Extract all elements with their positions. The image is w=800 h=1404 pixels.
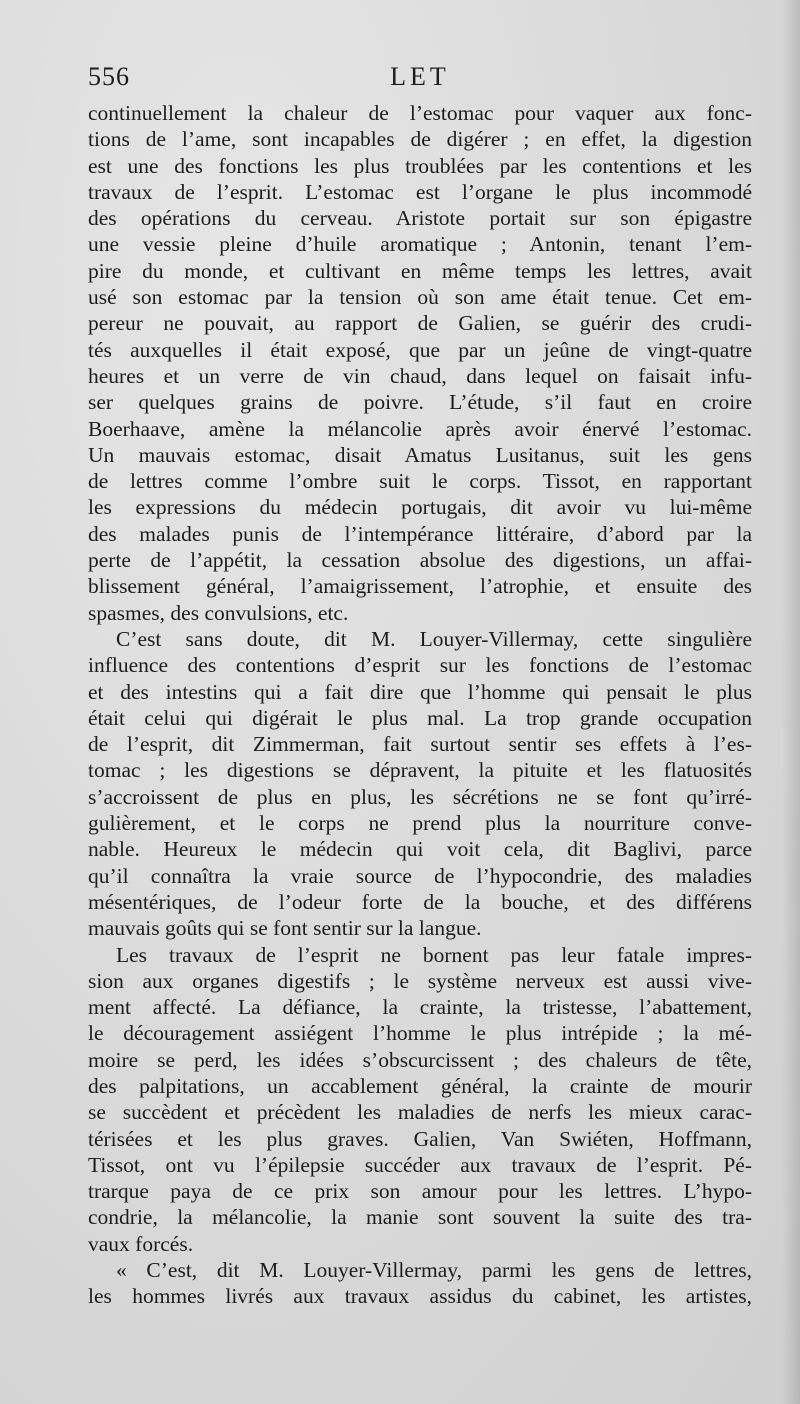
text-line: était celui qui digérait le plus mal. La trop grande occupation: [88, 705, 752, 730]
paragraph-2: [88, 626, 752, 942]
text-line: sion aux organes digestifs ; le système nerveux est aussi vive-: [88, 968, 752, 993]
paragraph-1: [88, 100, 752, 626]
text-line: des malades punis de l’intempérance littéraire, d’abord par la: [88, 521, 752, 546]
text-line: les hommes livrés aux travaux assidus du cabinet, les artistes,: [88, 1284, 752, 1309]
text-line: trarque paya de ce prix son amour pour les lettres. L’hypo-: [88, 1179, 752, 1204]
text-line: et des intestins qui a fait dire que l’homme qui pensait le plus: [88, 679, 752, 704]
paragraph-4: [88, 1257, 752, 1310]
text-line: condrie, la mélancolie, la manie sont souvent la suite des tra-: [88, 1205, 752, 1230]
text-line: les expressions du médecin portugais, dit avoir vu lui-même: [88, 495, 752, 520]
text-line: une vessie pleine d’huile aromatique ; Antonin, tenant l’em-: [88, 232, 752, 257]
text-line: ment affecté. La défiance, la crainte, la tristesse, l’abattement,: [88, 995, 752, 1020]
text-line: de l’esprit, dit Zimmerman, fait surtout sentir ses effets à l’es-: [88, 732, 752, 757]
running-head: LET: [390, 62, 450, 91]
text-line: usé son estomac par la tension où son ame était tenue. Cet em-: [88, 285, 752, 310]
text-line: pereur ne pouvait, au rapport de Galien, se guérir des crudi-: [88, 311, 752, 336]
text-line: nable. Heureux le médecin qui voit cela, dit Baglivi, parce: [88, 837, 752, 862]
page-edge-shadow: [782, 0, 800, 1404]
text-line: heures et un verre de vin chaud, dans lequel on faisait infu-: [88, 363, 752, 388]
text-line: spasmes, des convulsions, etc.: [88, 600, 349, 625]
text-line: blissement général, l’amaigrissement, l’atrophie, et ensuite des: [88, 574, 752, 599]
text-line: continuellement la chaleur de l’estomac pour vaquer aux fonc-: [88, 101, 752, 125]
body-text: [88, 100, 752, 1310]
text-line: ser quelques grains de poivre. L’étude, s’il faut en croire: [88, 390, 752, 415]
text-line: Boerhaave, amène la mélancolie après avoir énervé l’estomac.: [88, 416, 752, 441]
text-line: tions de l’ame, sont incapables de digérer ; en effet, la digestion: [88, 127, 752, 152]
text-line: térisées et les plus graves. Galien, Van Swiéten, Hoffmann,: [88, 1126, 752, 1151]
text-line: s’accroissent de plus en plus, les sécrétions ne se font qu’irré-: [88, 784, 752, 809]
text-line: des opérations du cerveau. Aristote portait sur son épigastre: [88, 206, 752, 231]
text-line: pire du monde, et cultivant en même temps les lettres, avait: [88, 258, 752, 283]
page-number: 556: [88, 62, 130, 91]
text-line: des palpitations, un accablement général, la crainte de mourir: [88, 1073, 752, 1098]
text-line: moire se perd, les idées s’obscurcissent ; des chaleurs de tête,: [88, 1047, 752, 1072]
text-line: mauvais goûts qui se font sentir sur la langue.: [88, 916, 482, 941]
text-line: Tissot, ont vu l’épilepsie succéder aux travaux de l’esprit. Pé-: [88, 1152, 752, 1177]
text-line: qu’il connaîtra la vraie source de l’hypocondrie, des maladies: [88, 863, 752, 888]
text-line: gulièrement, et le corps ne prend plus la nourriture conve-: [88, 811, 752, 836]
text-line: C’est sans doute, dit M. Louyer-Villermay, cette singulière: [116, 626, 752, 651]
text-line: mésentériques, de l’odeur forte de la bouche, et des différens: [88, 889, 752, 914]
text-line: est une des fonctions les plus troublées par les contentions et les: [88, 153, 752, 178]
text-line: le découragement assiégent l’homme le plus intrépide ; la mé-: [88, 1021, 752, 1046]
paragraph-3: [88, 942, 752, 1258]
text-line: vaux forcés.: [88, 1231, 194, 1256]
text-line: « C’est, dit M. Louyer-Villermay, parmi les gens de lettres,: [116, 1258, 752, 1283]
text-line: Les travaux de l’esprit ne bornent pas leur fatale impres-: [116, 942, 752, 967]
text-line: perte de l’appétit, la cessation absolue des digestions, un affai-: [88, 548, 752, 573]
page-header: [88, 62, 752, 96]
text-line: Un mauvais estomac, disait Amatus Lusitanus, suit les gens: [88, 442, 752, 467]
text-line: travaux de l’esprit. L’estomac est l’organe le plus incommodé: [88, 179, 752, 204]
text-line: tés auxquelles il était exposé, que par un jeûne de vingt-quatre: [88, 337, 752, 362]
text-line: influence des contentions d’esprit sur les fonctions de l’estomac: [88, 653, 752, 678]
text-line: de lettres comme l’ombre suit le corps. Tissot, en rapportant: [88, 469, 752, 494]
text-line: tomac ; les digestions se dépravent, la pituite et les flatuosités: [88, 758, 752, 783]
text-line: se succèdent et précèdent les maladies de nerfs les mieux carac-: [88, 1100, 752, 1125]
